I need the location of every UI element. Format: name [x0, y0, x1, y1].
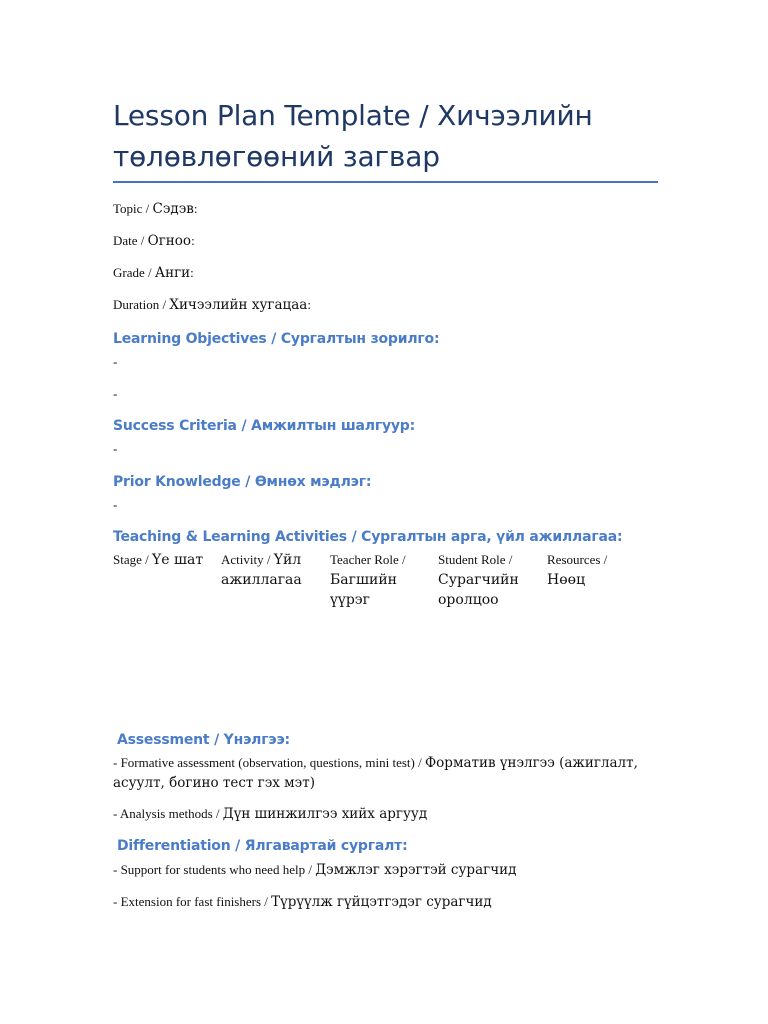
- differentiation-heading: Differentiation / Ялгавартай сургалт:: [117, 838, 408, 854]
- column-student-role-en: Student Role /: [438, 552, 513, 567]
- column-stage-en: Stage /: [113, 552, 152, 567]
- differentiation-item: [113, 860, 658, 880]
- success-criteria-heading: Success Criteria / Амжилтын шалгуур:: [113, 418, 416, 434]
- differentiation-item-local: Түрүүлж гүйцэтгэдэг сурагчид: [271, 894, 492, 910]
- column-activity-en: Activity /: [221, 552, 274, 567]
- date-label-en: Date /: [113, 233, 148, 248]
- learning-objective-item: -: [113, 354, 118, 369]
- topic-label-en: Topic /: [113, 201, 153, 216]
- differentiation-item-en: - Extension for fast finishers /: [113, 894, 272, 909]
- duration-label-local: Хичээлийн хугацаа: [169, 297, 308, 313]
- column-student-role: [438, 550, 538, 610]
- column-resources-en: Resources /: [547, 552, 608, 567]
- differentiation-item: [113, 892, 658, 912]
- topic-field: [113, 201, 198, 217]
- differentiation-item-local: Дэмжлэг хэрэгтэй сурагчид: [315, 862, 517, 878]
- differentiation-item-en: - Support for students who need help /: [113, 862, 316, 877]
- grade-label-suffix: :: [190, 265, 194, 280]
- date-label-local: Огноо: [147, 233, 192, 249]
- assessment-item: [113, 804, 658, 824]
- topic-label-suffix: :: [193, 201, 198, 216]
- assessment-heading: Assessment / Үнэлгээ:: [117, 732, 290, 748]
- column-stage: [113, 550, 213, 570]
- column-resources: [547, 550, 647, 590]
- column-activity: [221, 550, 321, 590]
- column-teacher-role: [330, 550, 430, 610]
- grade-label-local: Анги: [154, 265, 191, 281]
- column-stage-local: Үе шат: [152, 552, 204, 568]
- prior-knowledge-heading: Prior Knowledge / Өмнөх мэдлэг:: [113, 474, 372, 490]
- date-label-suffix: :: [191, 233, 195, 248]
- duration-label-suffix: :: [307, 297, 311, 312]
- column-activity-local: Үйл ажиллагаа: [221, 552, 302, 588]
- success-criteria-item: -: [113, 441, 118, 456]
- topic-label-local: Сэдэв: [152, 201, 194, 217]
- date-field: [113, 233, 195, 249]
- assessment-item-local: Форматив үнэлгээ (ажиглалт, асуулт, богино тест гэх мэт): [113, 755, 638, 791]
- assessment-item: [113, 753, 658, 793]
- grade-label-en: Grade /: [113, 265, 155, 280]
- column-resources-local: Нөөц: [547, 572, 586, 588]
- activities-heading: Teaching & Learning Activities / Сургалтын арга, үйл ажиллагаа:: [113, 529, 623, 545]
- column-teacher-role-local: Багшийн үүрэг: [330, 572, 397, 608]
- column-teacher-role-en: Teacher Role /: [330, 552, 406, 567]
- assessment-item-local: Дүн шинжилгээ хийх аргууд: [222, 806, 428, 822]
- assessment-item-en: - Analysis methods /: [113, 806, 223, 821]
- document-body: [113, 0, 658, 1024]
- grade-field: [113, 265, 194, 281]
- learning-objective-item: -: [113, 386, 118, 401]
- page-title: Lesson Plan Template / Хичээлийн төлөвлөгөөний загвар: [113, 95, 658, 183]
- prior-knowledge-item: -: [113, 497, 118, 512]
- duration-label-en: Duration /: [113, 297, 170, 312]
- assessment-item-en: - Formative assessment (observation, questions, mini test) /: [113, 755, 425, 770]
- learning-objectives-heading: Learning Objectives / Сургалтын зорилго:: [113, 331, 440, 347]
- column-student-role-local: Сурагчийн оролцоо: [438, 572, 519, 608]
- duration-field: [113, 297, 311, 313]
